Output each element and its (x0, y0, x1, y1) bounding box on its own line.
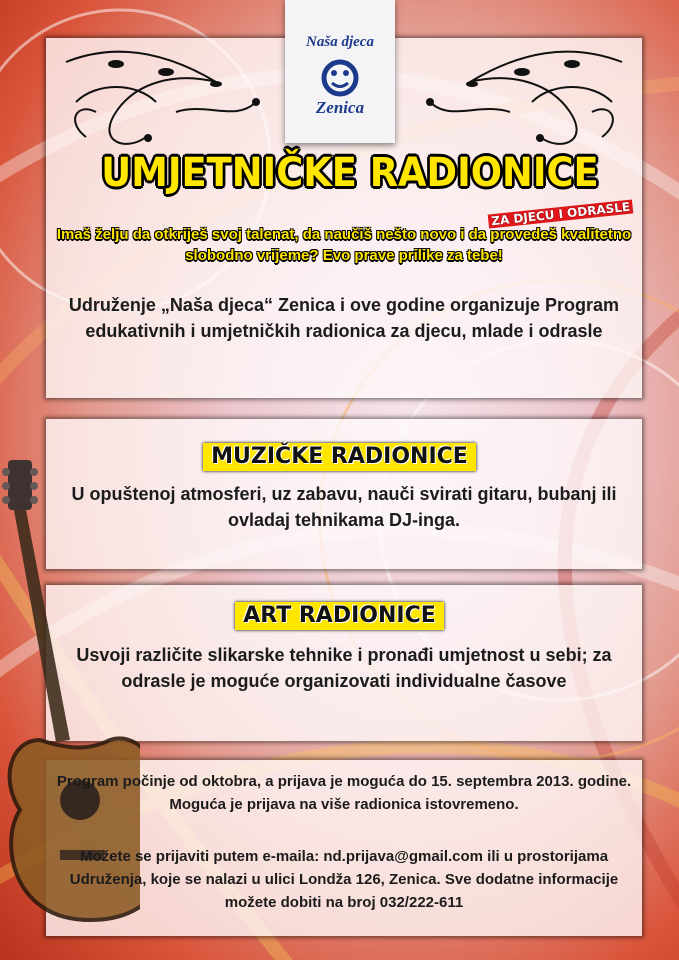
contact-info: Možete se prijaviti putem e-maila: nd.prijava@gmail.com ili u prostorijama Udruženja, koje se nalazi u ulici Londža 126, Zenica. Sve dodatne informacije možete dobiti na broj 032/222-611 (69, 848, 619, 911)
smiley-logo-icon (285, 0, 395, 143)
floral-ornament-left-icon (56, 42, 276, 157)
floral-ornament-right-icon (400, 42, 632, 157)
logo-text-top: Naša djeca (306, 34, 374, 50)
organization-logo (285, 0, 395, 143)
main-title: UMJETNIČKE RADIONICE (101, 150, 599, 196)
logo-text-bottom: Zenica (315, 98, 365, 117)
schedule-info: Program počinje od oktobra, a prijava je moguća do 15. septembra 2013. godine. Moguća je prijava na više radionica istovremeno. (56, 773, 632, 813)
program-description: Udruženje „Naša djeca“ Zenica i ove godine organizuje Program edukativnih i umjetničkih radionica za djecu, mlade i odrasle (68, 295, 620, 341)
art-section-heading (0, 602, 679, 630)
art-title: ART RADIONICE (235, 602, 444, 630)
music-title: MUZIČKE RADIONICE (203, 443, 476, 471)
music-section-heading (0, 443, 679, 471)
art-description: Usvoji različite slikarske tehnike i pronađi umjetnost u sebi; za odrasle je moguće organizovati individualne časove (76, 645, 612, 691)
audience-tag: ZA DJECU I ODRASLE (488, 199, 634, 228)
music-description: U opuštenoj atmosferi, uz zabavu, nauči svirati gitaru, bubanj ili ovladaj tehnikama DJ-inga. (71, 484, 617, 530)
intro-text: Imaš želju da otkriješ svoj talenat, da naučiš nešto novo i da provedeš kvalitetno slobodno vrijeme? Evo prave prilike za tebe! (56, 226, 632, 264)
